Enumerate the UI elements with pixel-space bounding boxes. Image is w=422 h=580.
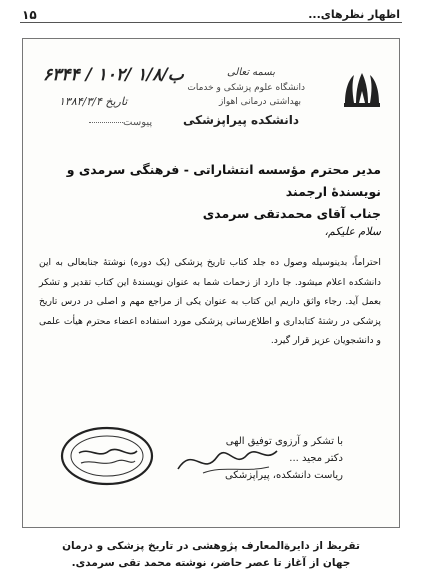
figure-caption [20, 538, 402, 572]
letter-greeting: سلام علیکم، [324, 225, 381, 238]
date-value: ۱۳۸۴/۳/۴ [59, 95, 102, 108]
scanned-letter [22, 38, 400, 528]
institution-name-line2: بهداشتی درمانی اهواز [218, 97, 301, 107]
addressee-line: جناب آقای محمدتقی سرمدی [202, 206, 381, 221]
attachment-label: پیوست [123, 117, 153, 128]
letter-body: احتراماً، بدینوسیله وصول ده جلد کتاب تاریخ پزشکی (یک دوره) نوشتهٔ جنابعالی به این دانشکده اعلام میشود. جا دارد از زحمات شما به عنوان نویسندهٔ این کتاب تقدیر و تشکر بعمل آید. رجاء واثق داریم این کتاب به عنوان یکی از مراجع مهم و اصلی در درس تاریخ پزشکی در رشتهٔ کتابداری و اطلاع‌رسانی پزشکی مورد استفاده اعضاء محترم هیأت علمی و دانشجویان عزیز قرار گیرد. [39, 257, 381, 346]
letter-reference-number: ۶۳۴۴ / ۱۰۲/ ۱/۸/ب [43, 65, 184, 85]
attachment-blank [89, 122, 123, 123]
letter-date [59, 95, 127, 108]
page-number: ۱۵ [22, 8, 37, 22]
addressee-line: مدیر محترم مؤسسه انتشاراتی - فرهنگی سرمدی و [66, 162, 381, 177]
date-label: تاریخ [105, 95, 128, 108]
letter-attachment [85, 117, 152, 128]
addressee-line: نویسندهٔ ارجمند [285, 184, 381, 199]
header-divider [20, 22, 402, 23]
letter-addressee [39, 159, 381, 225]
caption-line: تقریظ از دایرةالمعارف پژوهشی در تاریخ پزشکی و درمان [62, 540, 360, 552]
university-logo-icon [341, 69, 383, 111]
institution-name-line1: دانشگاه علوم پزشکی و خدمات [187, 83, 305, 93]
closing-title: ریاست دانشکده، پیراپزشکی [224, 470, 343, 481]
signature-icon [173, 439, 283, 479]
closing-line: با تشکر و آرزوی توفیق الهی [225, 436, 343, 447]
section-title: اظهار نظرهای... [308, 8, 400, 21]
caption-line: جهان از آغاز تا عصر حاضر، نوشته محمد تقی سرمدی. [71, 557, 351, 569]
faculty-name: دانشکده پیراپزشکی [182, 113, 299, 127]
letter-bismillah: بسمه تعالی [226, 67, 275, 78]
closing-signatory: دکتر مجید ... [289, 453, 343, 464]
